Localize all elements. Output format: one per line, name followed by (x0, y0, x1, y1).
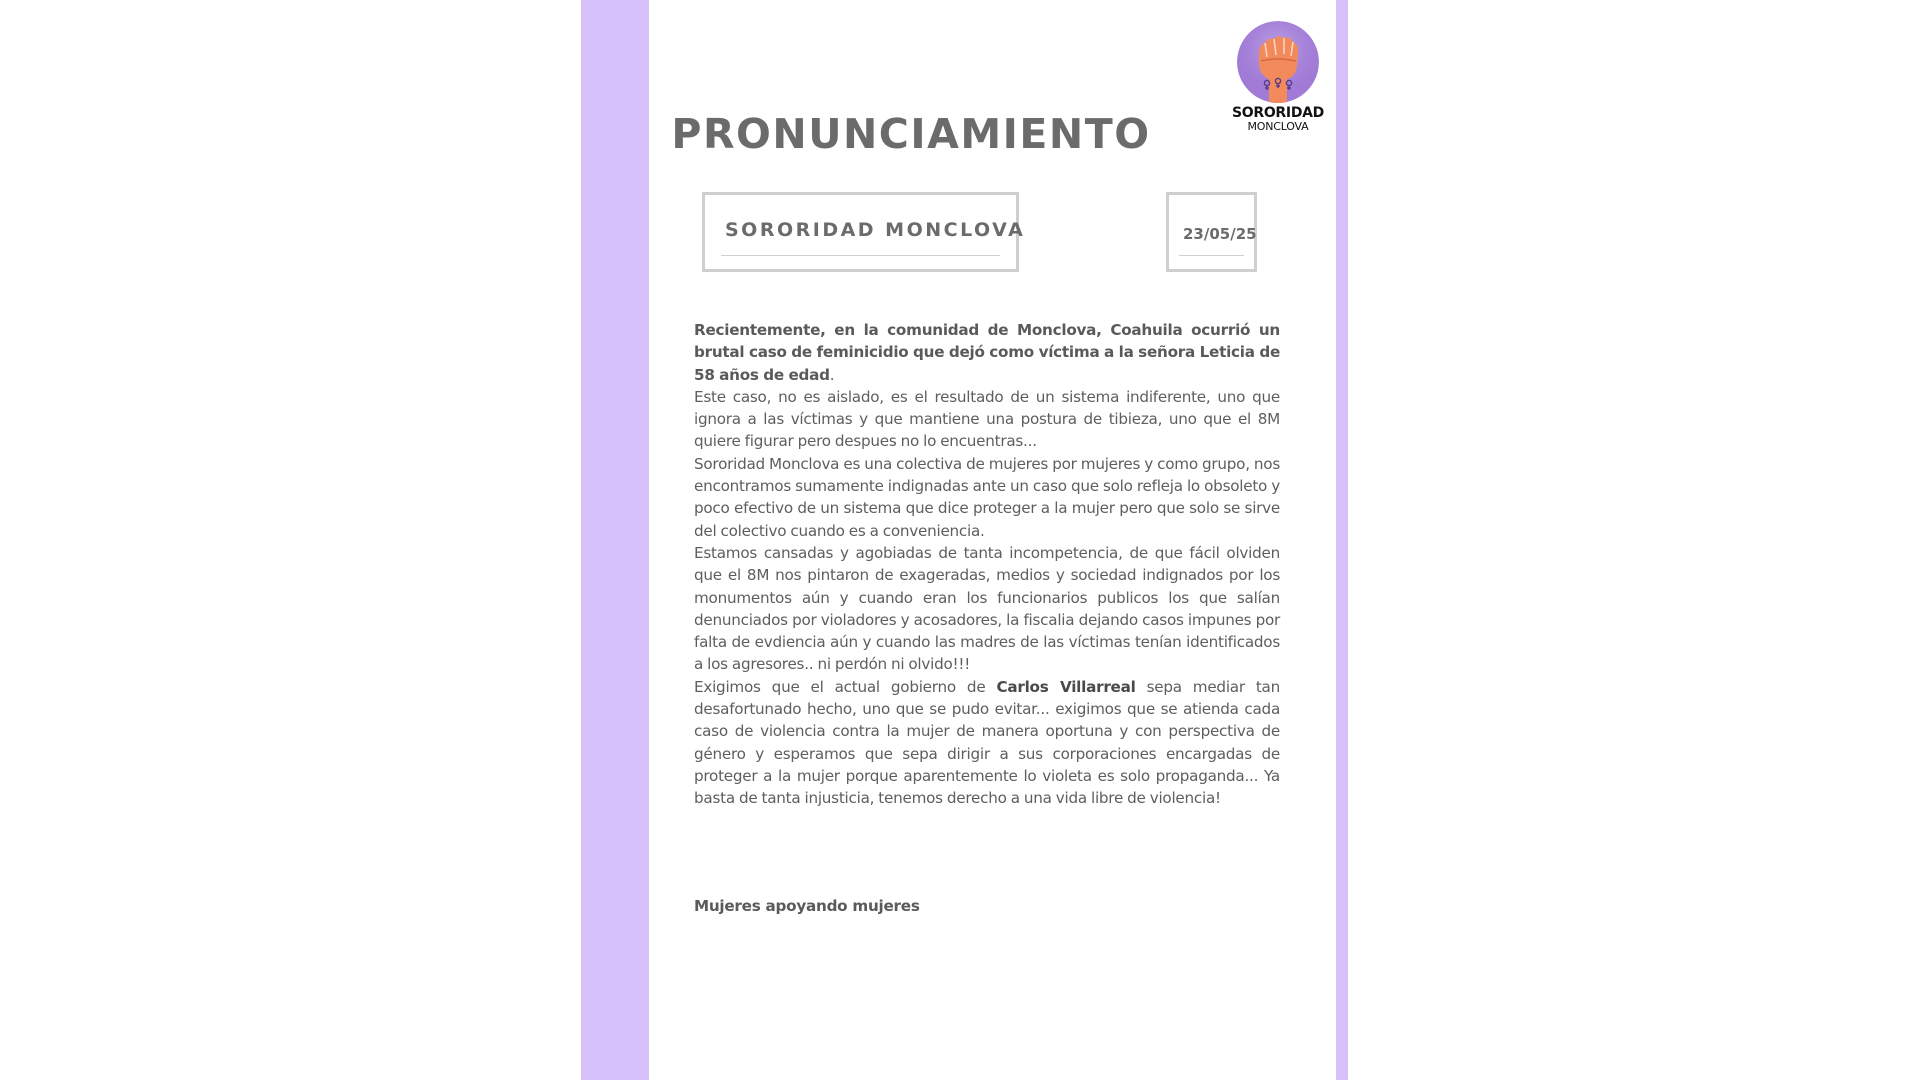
left-accent-band (581, 0, 649, 1080)
document-page (581, 0, 1348, 1080)
right-accent-band (1336, 0, 1348, 1080)
paragraph-5 (694, 676, 1280, 810)
intro-lead: Recientemente, en la comunidad de Monclova, Coahuila ocurrió un brutal caso de feminicidio que dejó como víctima a la señora Leticia de 58 años de edad (694, 321, 1280, 384)
paragraph-5-after: sepa mediar tan desafortunado hecho, uno que se pudo evitar... exigimos que se atienda cada caso de violencia contra la mujer de manera oportuna y con perspectiva de género y esperamos que sepa dirigir a sus corporaciones encargadas de proteger a la mujer porque aparentemente lo violeta es solo propaganda... Ya basta de tanta injusticia, tenemos derecho a una vida libre de violencia! (694, 677, 1280, 808)
paragraph-intro (694, 319, 1280, 386)
closing-line: Mujeres apoyando mujeres (694, 897, 920, 915)
logo-name: SORORIDAD (1231, 105, 1325, 121)
logo-subname: MONCLOVA (1247, 120, 1309, 133)
statement-body (694, 319, 1280, 810)
date-box (1166, 192, 1257, 272)
organization-underline (721, 255, 1000, 256)
paragraph-5-before: Exigimos que el actual gobierno de (694, 677, 997, 696)
intro-tail: . (829, 365, 835, 384)
paragraph-3: Sororidad Monclova es una colectiva de mujeres por mujeres y como grupo, nos encontramos sumamente indignadas ante un caso que solo refleja lo obsoleto y poco efectivo de un sistema que dice proteger a la mujer pero que solo se sirve del colectivo cuando es a conveniencia. (694, 454, 1280, 540)
paragraph-4: Estamos cansadas y agobiadas de tanta incompetencia, de que fácil olviden que el 8M nos pintaron de exageradas, medios y sociedad indignados por los monumentos aún y cuando eran los funcionarios publicos los que salían denunciados por violadores y acosadores, la fiscalia dejando casos impunes por falta de evdiencia aún y cuando las madres de las víctimas tenían identificados a los agresores.. ni perdón ni olvido!!! (694, 543, 1280, 674)
sororidad-logo (1218, 21, 1338, 133)
paragraph-2: Este caso, no es aislado, es el resultado de un sistema indiferente, uno que ignora a las víctimas y que mantiene una postura de tibieza, uno que el 8M quiere figurar pero despues no lo encuentras... (694, 387, 1280, 451)
organization-name: SORORIDAD MONCLOVA (725, 219, 1026, 241)
document-date: 23/05/25 (1183, 225, 1257, 243)
organization-box (702, 192, 1026, 272)
document-title: PRONUNCIAMIENTO (671, 110, 1151, 158)
raised-fist-icon (1237, 21, 1319, 103)
governor-name: Carlos Villarreal (996, 677, 1136, 696)
date-underline (1179, 255, 1244, 256)
